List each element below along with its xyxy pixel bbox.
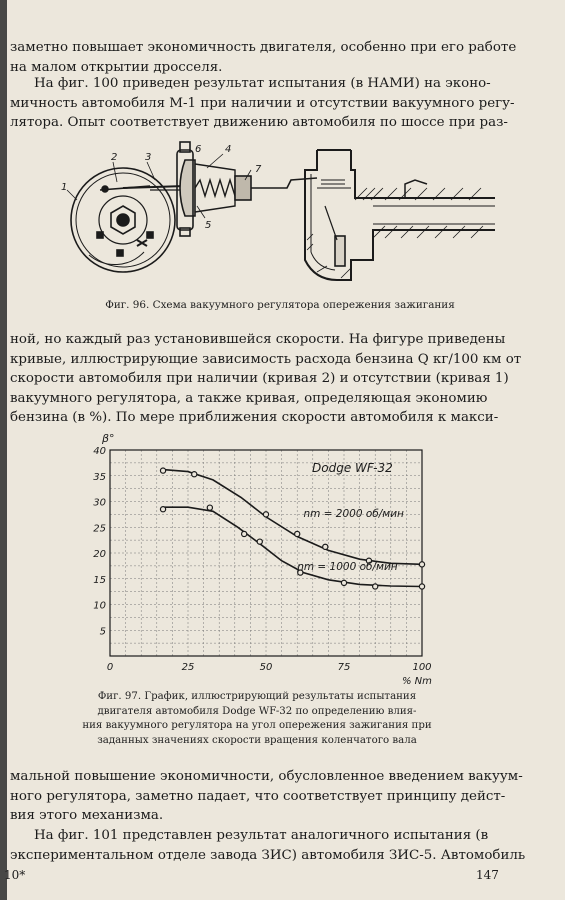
text-line: вакуумного регулятора, а также кривая, определяющая экономию xyxy=(10,390,488,406)
x-axis-label: % Nm xyxy=(402,676,432,687)
text-line: кривые, иллюстрирующие зависимость расхода бензина Q кг/100 км от xyxy=(10,351,522,367)
y-tick-label: 5 xyxy=(99,626,106,638)
text-line: на малом открытии дросселя. xyxy=(10,59,223,75)
fig96-caption: Фиг. 96. Схема вакуумного регулятора опережения зажигания xyxy=(105,299,455,311)
fig96-label: 2 xyxy=(111,152,118,163)
fig96-label: 7 xyxy=(255,164,262,175)
caption-line: ния вакуумного регулятора на угол опережения зажигания при xyxy=(82,720,432,731)
paragraph-3 xyxy=(10,330,522,428)
x-tick-label: 75 xyxy=(337,662,351,673)
y-tick-label: 25 xyxy=(93,523,106,535)
data-point xyxy=(341,580,346,585)
x-tick-label: 100 xyxy=(412,662,432,673)
data-point xyxy=(419,562,424,567)
data-point xyxy=(257,539,262,544)
x-tick-label: 0 xyxy=(106,662,114,673)
fig96-label: 1 xyxy=(61,182,68,193)
text-line: вия этого механизма. xyxy=(10,808,164,824)
text-line: экспериментальном отделе завода ЗИС) автомобиля ЗИС-5. Автомобиль xyxy=(10,847,526,863)
text-line: скорости автомобиля при наличии (кривая 2) и отсутствии (кривая 1) xyxy=(10,371,509,387)
text-line: На фиг. 100 приведен результат испытания (в НАМИ) на эконо- xyxy=(34,76,491,91)
text-line: ной, но каждый раз установившейся скорости. На фигуре приведены xyxy=(10,332,506,347)
paragraph-2 xyxy=(10,74,515,133)
data-point xyxy=(373,584,378,589)
data-point xyxy=(419,584,424,589)
paragraph-1 xyxy=(10,38,517,77)
y-tick-label: 40 xyxy=(93,446,106,457)
fig97-caption xyxy=(72,690,442,748)
data-point xyxy=(160,507,165,512)
y-tick-label: 20 xyxy=(93,549,106,560)
text-line: лятора. Опыт соответствует движению автомобиля по шоссе при раз- xyxy=(10,115,508,131)
data-point xyxy=(295,531,300,536)
y-axis-label: β° xyxy=(102,432,115,445)
y-tick-label: 15 xyxy=(93,574,106,586)
text-line: На фиг. 101 представлен результат аналогичного испытания (в xyxy=(34,828,489,843)
text-line: бензина (в %). По мере приближения скорости автомобиля к макси- xyxy=(10,410,499,426)
paragraph-4 xyxy=(10,767,523,826)
y-tick-label: 35 xyxy=(93,471,106,483)
page-edge-shadow xyxy=(0,0,7,900)
caption-line: Фиг. 97. График, иллюстрирующий результаты испытания xyxy=(97,691,417,702)
data-point xyxy=(242,531,247,536)
data-point xyxy=(263,512,268,517)
fig97-chart xyxy=(80,428,440,688)
y-tick-label: 10 xyxy=(93,600,106,612)
data-point xyxy=(207,505,212,510)
fig96-label: 5 xyxy=(205,220,212,231)
fig96-diagram xyxy=(55,140,495,290)
series-label: nm = 1000 об/мин xyxy=(297,560,398,573)
text-line: мальной повышение экономичности, обусловленное введением вакуум- xyxy=(10,769,523,784)
folio-left: 10* xyxy=(4,868,26,882)
data-point xyxy=(323,544,328,549)
page-number: 147 xyxy=(476,868,499,882)
fig96-label: 3 xyxy=(145,152,152,163)
y-tick-label: 30 xyxy=(93,497,106,509)
fig96-label: 4 xyxy=(225,144,232,155)
chart-title: Dodge WF-32 xyxy=(312,461,393,475)
text-line: ного регулятора, заметно падает, что соответствует принципу дейст- xyxy=(10,788,506,804)
data-point xyxy=(192,472,197,477)
series-label: nm = 2000 об/мин xyxy=(303,507,404,520)
text-line: мичность автомобиля М-1 при наличии и отсутствии вакуумного регу- xyxy=(10,95,515,111)
data-point xyxy=(160,468,165,473)
caption-line: двигателя автомобиля Dodge WF-32 по определению влия- xyxy=(97,705,417,717)
x-tick-label: 50 xyxy=(259,662,273,673)
text-line: заметно повышает экономичность двигателя, особенно при его работе xyxy=(10,40,517,55)
fig96-label: 6 xyxy=(195,144,202,155)
paragraph-5 xyxy=(10,826,526,865)
x-tick-label: 25 xyxy=(181,662,195,673)
caption-line: заданных значениях скорости вращения коленчатого вала xyxy=(97,734,417,746)
